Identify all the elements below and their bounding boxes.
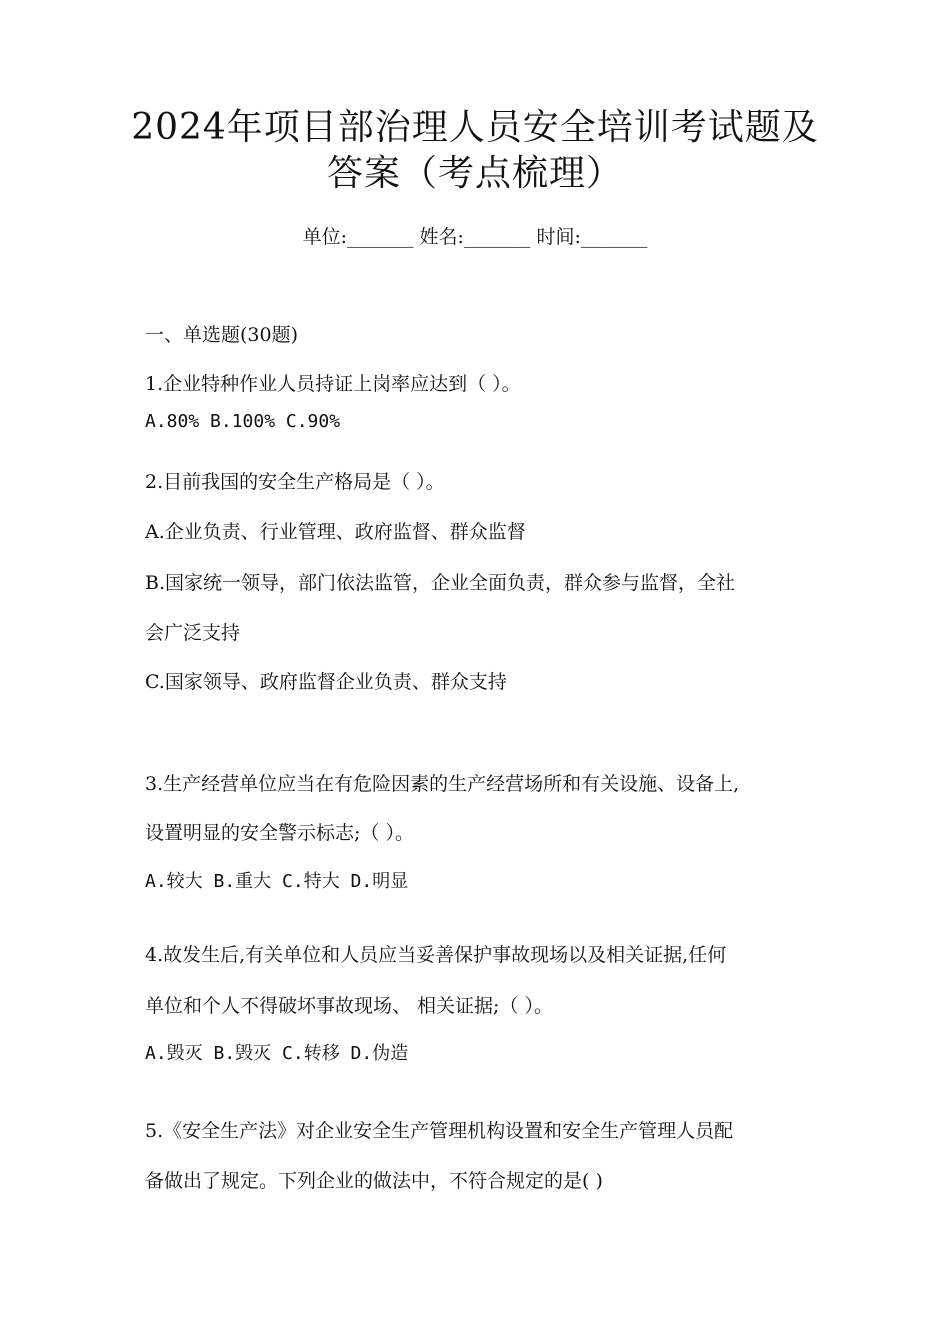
question-3-stem-line-1: 3.生产经营单位应当在有危险因素的生产经营场所和有关设施、设备上, — [145, 773, 740, 795]
page-title-line-1: 2024年项目部治理人员安全培训考试题及 — [131, 107, 819, 148]
question-3-options: A.较大 B.重大 C.特大 D.明显 — [145, 871, 409, 892]
question-4-stem-line-1: 4.故发生后,有关单位和人员应当妥善保护事故现场以及相关证据,任何 — [145, 944, 727, 966]
info-line: 单位:_______ 姓名:_______ 时间:_______ — [302, 226, 648, 248]
question-2-stem: 2.目前我国的安全生产格局是（ ）。 — [145, 471, 445, 493]
section-heading: 一、单选题(30题) — [145, 324, 299, 346]
question-2-option-b: B.国家统一领导，部门依法监管，企业全面负责，群众参与监督，全社 — [145, 572, 736, 594]
question-4-stem-line-2: 单位和个人不得破坏事故现场、 相关证据;（ ）。 — [145, 995, 553, 1017]
question-1-stem: 1.企业特种作业人员持证上岗率应达到（ ）。 — [145, 373, 521, 395]
question-5-stem-line-2: 备做出了规定。下列企业的做法中，不符合规定的是( ) — [145, 1170, 603, 1192]
question-2-option-c: C.国家领导、政府监督企业负责、群众支持 — [145, 671, 507, 693]
question-2-option-b-cont: 会广泛支持 — [145, 622, 241, 644]
question-2-option-a: A.企业负责、行业管理、政府监督、群众监督 — [145, 521, 526, 543]
question-1-options: A.80% B.100% C.90% — [145, 411, 341, 432]
question-5-stem-line-1: 5.《安全生产法》对企业安全生产管理机构设置和安全生产管理人员配 — [145, 1120, 734, 1142]
page-title-line-2: 答案（考点梳理） — [326, 153, 623, 194]
question-3-stem-line-2: 设置明显的安全警示标志;（ ）。 — [145, 822, 414, 844]
question-4-options: A.毁灭 B.毁灭 C.转移 D.伪造 — [145, 1043, 409, 1064]
